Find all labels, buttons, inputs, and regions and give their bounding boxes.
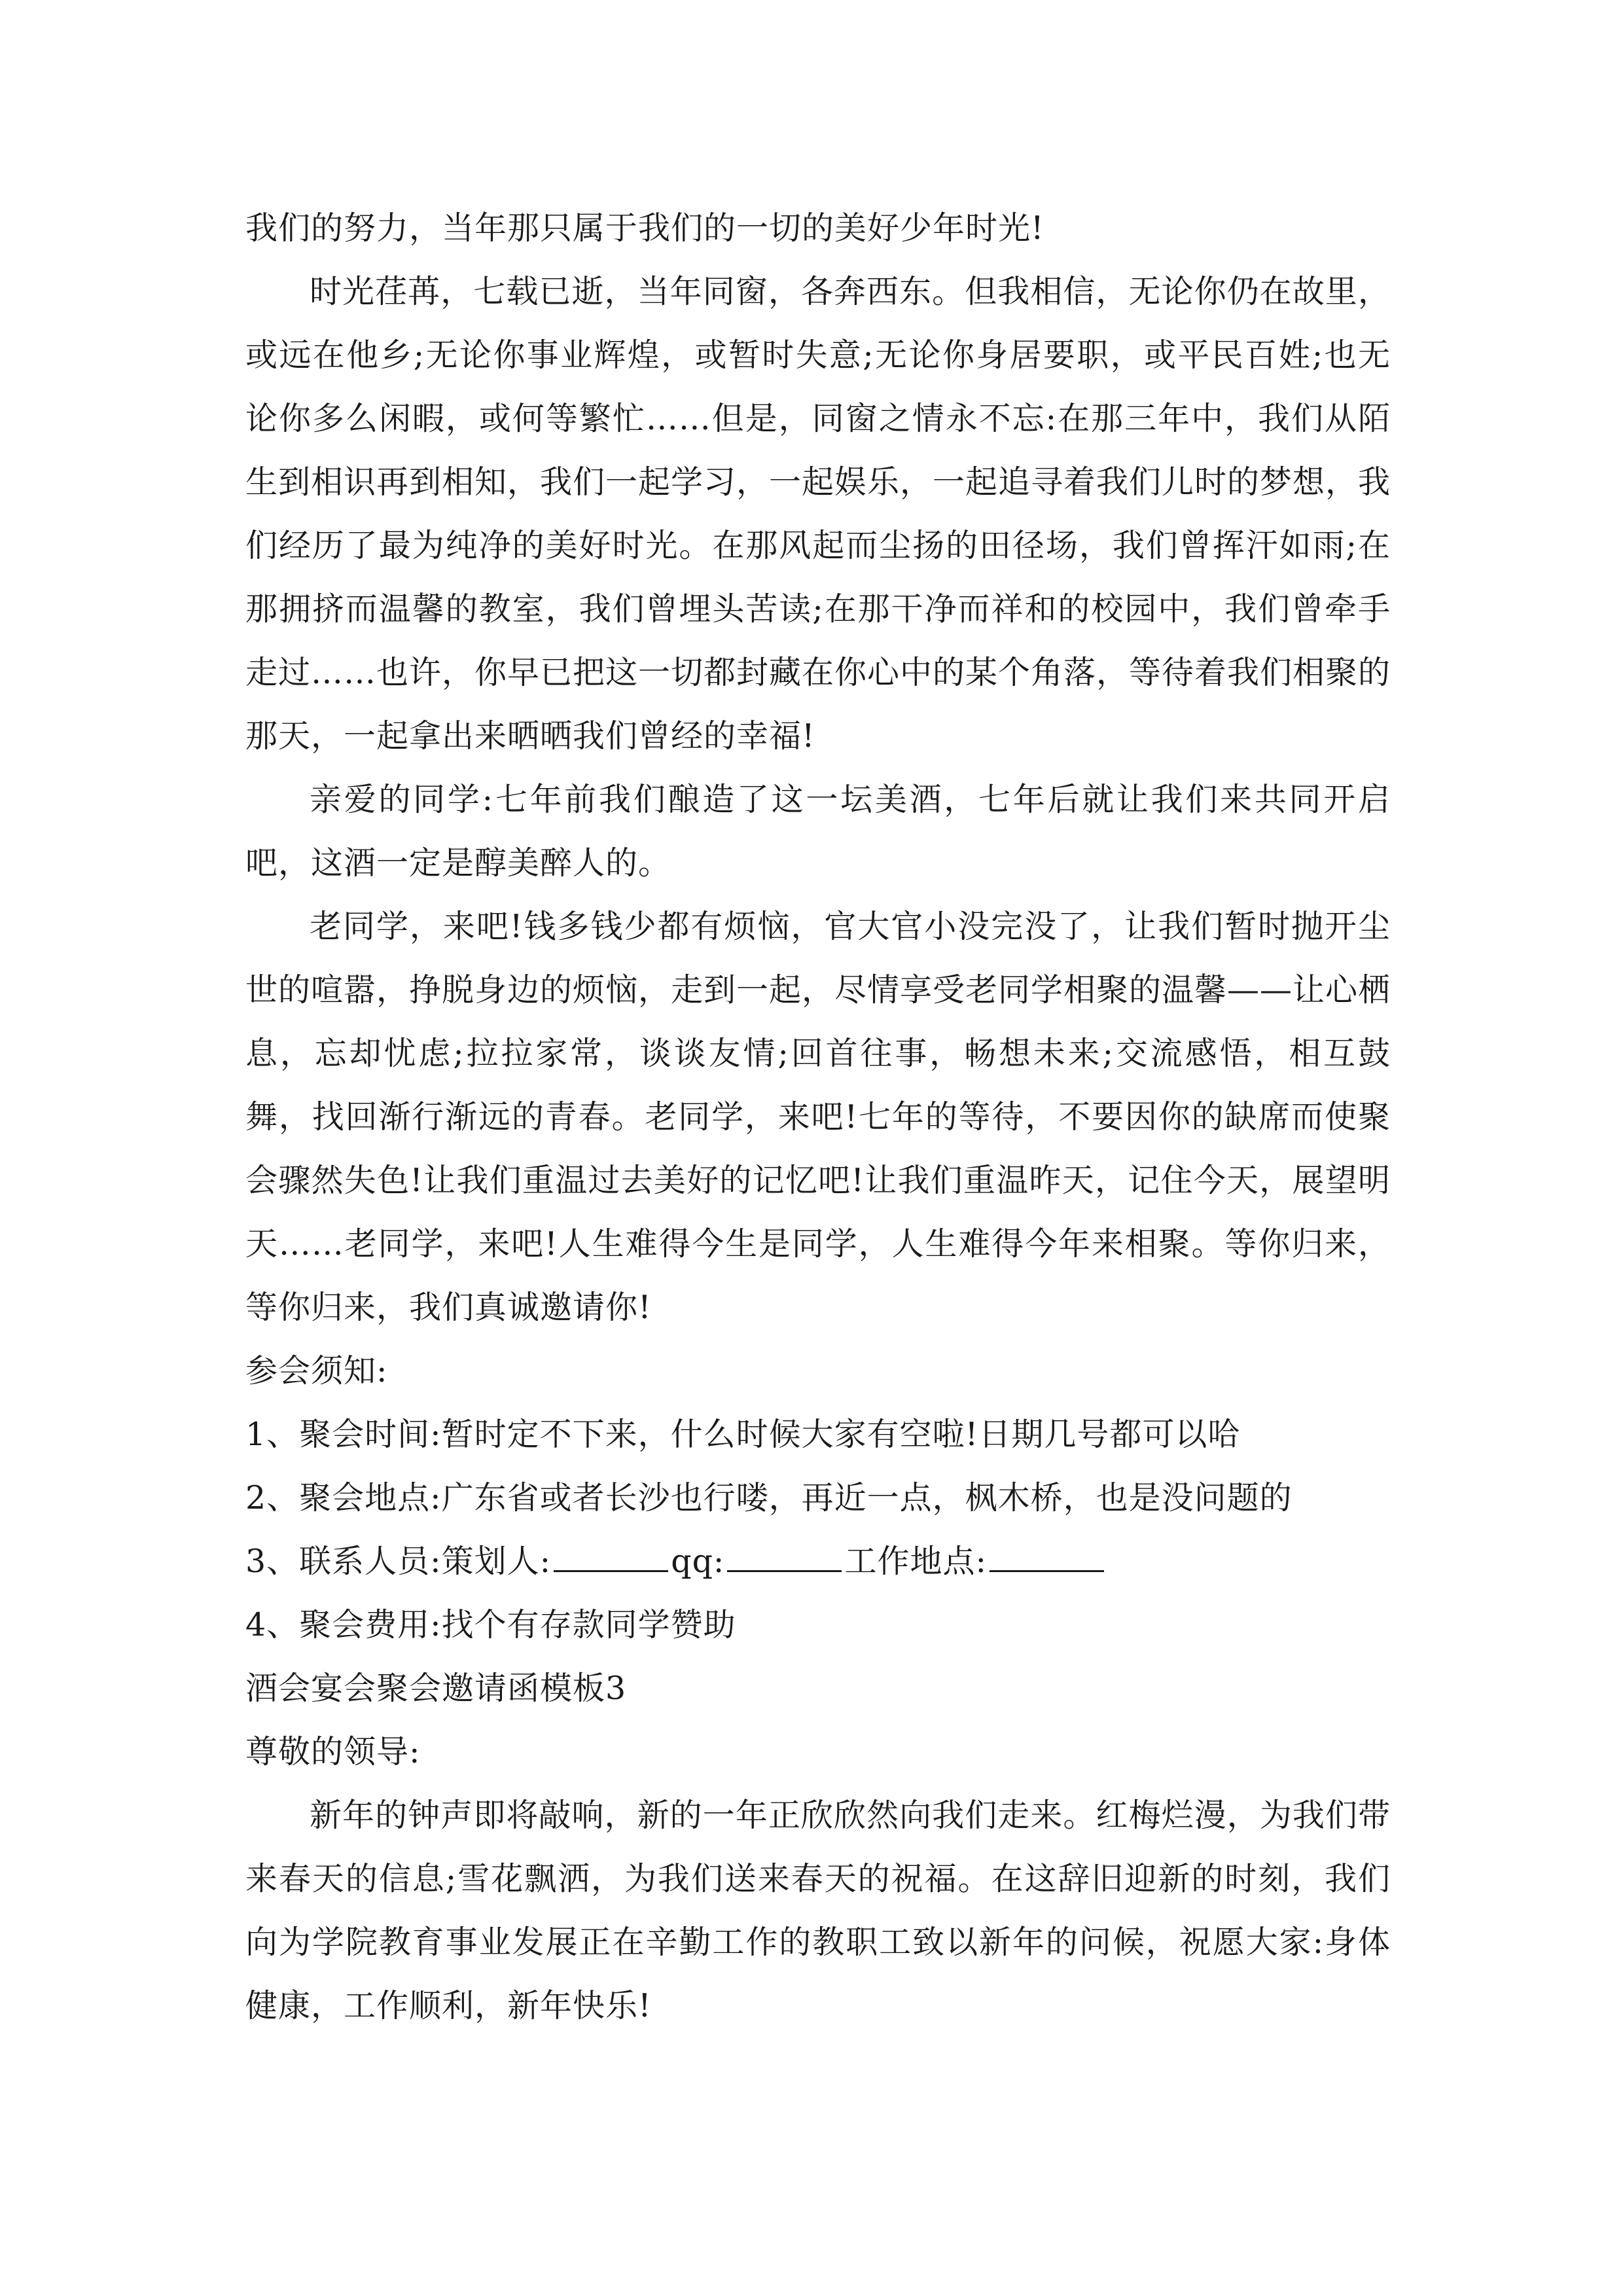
notice-item-time: 1、聚会时间:暂时定不下来，什么时候大家有空啦!日期几号都可以哈	[245, 1416, 1241, 1453]
section-title: 酒会宴会聚会邀请函模板3	[245, 1670, 627, 1707]
notice-item-location: 2、聚会地点:广东省或者长沙也行喽，再近一点，枫木桥，也是没问题的	[245, 1479, 1293, 1516]
paragraph-old-classmates: 老同学，来吧!钱多钱少都有烦恼，官大官小没完没了，让我们暂时抛开尘世的喧嚣，挣脱身边的烦恼，走到一起，尽情享受老同学相聚的温馨——让心栖息，忘却忧虑;拉拉家常，谈谈友情;回首往事，畅想未来;交流感悟，相互鼓舞，找回渐行渐远的青春。老同学，来吧!七年的等待，不要因你的缺席而使聚会骤然失色!让我们重温过去美好的记忆吧!让我们重温昨天，记住今天，展望明天……老同学，来吧!人生难得今生是同学，人生难得今年来相聚。等你归来，等你归来，我们真诚邀请你!	[245, 908, 1391, 1326]
contact-label: 3、联系人员:策划人:	[245, 1543, 552, 1580]
notice-item-cost: 4、聚会费用:找个有存款同学赞助	[245, 1606, 736, 1643]
workplace-blank	[990, 1531, 1104, 1572]
paragraph-new-year: 新年的钟声即将敲响，新的一年正欣欣然向我们走来。红梅烂漫，为我们带来春天的信息;雪花飘洒，为我们送来春天的祝福。在这辞旧迎新的时刻，我们向为学院教育事业发展正在辛勤工作的教职工致以新年的问候，祝愿大家:身体健康，工作顺利，新年快乐!	[245, 1797, 1391, 2024]
paragraph-dear-classmates: 亲爱的同学:七年前我们酿造了这一坛美酒，七年后就让我们来共同开启吧，这酒一定是醇美醉人的。	[245, 781, 1391, 882]
document-body	[245, 196, 1391, 2037]
qq-label: qq:	[671, 1543, 725, 1580]
notice-heading: 参会须知:	[245, 1352, 388, 1390]
qq-blank	[727, 1531, 842, 1572]
workplace-label: 工作地点:	[844, 1543, 987, 1580]
paragraph-time-passes: 时光荏苒，七载已逝，当年同窗，各奔西东。但我相信，无论你仍在故里，或远在他乡;无论你事业辉煌，或暂时失意;无论你身居要职，或平民百姓;也无论你多么闲暇，或何等繁忙……但是，同窗之情永不忘:在那三年中，我们从陌生到相识再到相知，我们一起学习，一起娱乐，一起追寻着我们儿时的梦想，我们经历了最为纯净的美好时光。在那风起而尘扬的田径场，我们曾挥汗如雨;在那拥挤而温馨的教室，我们曾埋头苦读;在那干净而祥和的校园中，我们曾牵手走过……也许，你早已把这一切都封藏在你心中的某个角落，等待着我们相聚的那天，一起拿出来晒晒我们曾经的幸福!	[245, 273, 1391, 755]
notice-item-contacts	[245, 1530, 1391, 1593]
planner-blank	[554, 1531, 668, 1572]
paragraph-continuation: 我们的努力，当年那只属于我们的一切的美好少年时光!	[245, 209, 1044, 247]
salutation: 尊敬的领导:	[245, 1733, 421, 1770]
